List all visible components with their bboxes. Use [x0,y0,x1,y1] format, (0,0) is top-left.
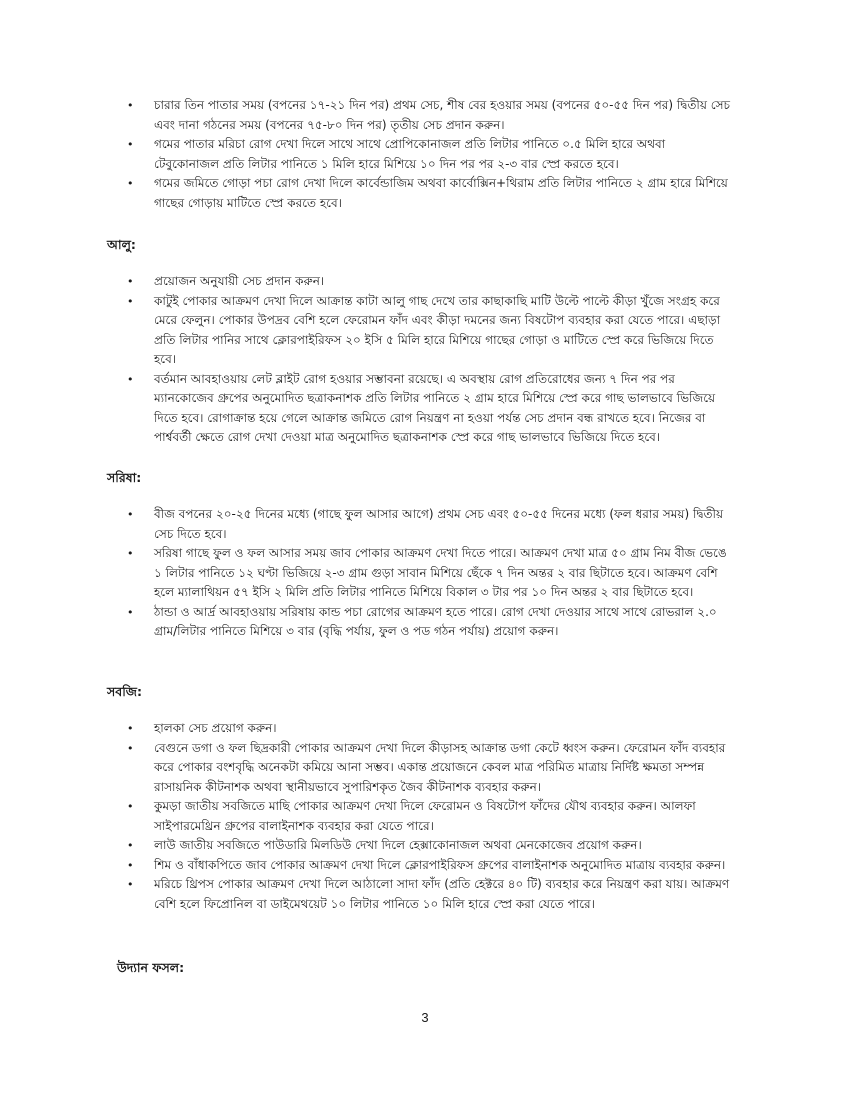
bullet-icon: • [127,138,134,151]
list-item-text: বেগুনে ডগা ও ফল ছিদ্রকারী পোকার আক্রমণ দেখা দিলে কীড়াসহ আক্রান্ত ডগা কেটে ধ্বংস করুন। ফেরোমন ফাঁদ ব্যবহার করে পোকার বংশবৃদ্ধি অনেকটা কমিয়ে আনা সম্ভব। একান্ত প্রয়োজনে কেবল মাত্র পরিমিত মাত্রায় নির্দিষ্ট ক্ষমতা সম্পন্ন রাসায়নিক কীটনাশক অথবা স্থানীয়ভাবে সুপারিশকৃত জৈব কীটনাশক ব্যবহার করুন। [154,740,726,794]
bullet-icon: • [127,878,134,891]
bullet-icon: • [127,800,134,813]
bullet-icon: • [127,275,134,288]
list-item-text: ঠান্ডা ও আর্দ্র আবহাওয়ায় সরিষায় কান্ড পচা রোগের আক্রমণ হতে পারে। রোগ দেখা দেওয়ার সাথে সাথে রোভরাল ২.০ গ্রাম/লিটার পানিতে মিশিয়ে ৩ বার (বৃদ্ধি পর্যায়, ফুল ও পড গঠন পর্যায়) প্রয়োগ করুন। [154,604,717,638]
horticulture-heading: উদ্যান ফসল: [117,960,185,975]
bullet-icon: • [127,741,134,755]
bullet-icon: • [127,858,134,872]
list-item [0,719,850,739]
list-item [0,603,850,642]
list-item-text: মরিচে থ্রিপস পোকার আক্রমণ দেখা দিলে আঠালো সাদা ফাঁদ (প্রতি হেক্টরে ৪০ টি) ব্যবহার করে নিয়ন্ত্রণ করা যায়। আক্রমণ বেশি হলে ফিপ্রোনিল বা ডাইমেথয়েট ১০ লিটার পানিতে ১০ মিলি হারে স্প্রে করা যেতে পারে। [154,877,730,911]
potato-heading: আলু: [107,237,136,252]
list-item [0,797,850,836]
list-item-text: শিম ও বাঁধাকপিতে জাব পোকার আক্রমণ দেখা দিলে ক্লোরপাইরিফস গ্রুপের বালাইনাশক অনুমোদিত মাত্রায় ব্যবহার করুন। [154,857,726,872]
vegetables-heading: সবজি: [107,684,142,699]
list-item-text: কাটুই পোকার আক্রমণ দেখা দিলে আক্রান্ত কাটা আলু গাছ দেখে তার কাছাকাছি মাটি উল্টে পাল্টে কীড়া খুঁজে সংগ্রহ করে মেরে ফেলুন। পোকার উপদ্রব বেশি হলে ফেরোমন ফাঁদ এবং কীড়া দমনের জন্য বিষটোপ ব্যবহার করা যেতে পারে। এছাড়া প্রতি লিটার পানির সাথে ক্লোরপাইরিফস ২০ ইসি ৫ মিলি হারে মিশিয়ে গাছের গোড়া ও মাটিতে স্প্রে করে ভিজিয়ে দিতে হবে। [154,293,721,366]
list-item-text: প্রয়োজন অনুযায়ী সেচ প্রদান করুন। [154,274,325,288]
bullet-icon: • [127,508,134,521]
list-item-text: কুমড়া জাতীয় সবজিতে মাছি পোকার আক্রমণ দেখা দিলে ফেরোমন ও বিষটোপ ফাঁদের যৌথ ব্যবহার করুন। আলফা সাইপারমেথ্রিন গ্রুপের বালাইনাশক ব্যবহার করা যেতে পারে। [154,799,696,833]
list-item [0,875,850,914]
list-item-text: লাউ জাতীয় সবজিতে পাউডারি মিলডিউ দেখা দিলে হেক্সাকোনাজল অথবা মেনকোজেব প্রয়োগ করুন। [154,838,642,852]
list-item [0,544,850,603]
list-item [0,272,850,292]
bullet-icon: • [127,372,134,386]
list-item [0,96,850,135]
wheat-list [0,96,850,213]
list-item [0,370,850,448]
list-item-text: গমের জমিতে গোড়া পচা রোগ দেখা দিলে কার্বেন্ডাজিম অথবা কার্বোক্সিন+থিরাম প্রতি লিটার পানিতে ২ গ্রাম হারে মিশিয়ে গাছের গোড়ায় মাটিতে স্প্রে করতে হবে। [154,176,728,210]
mustard-heading: সরিষা: [107,470,142,485]
mustard-list [0,505,850,642]
bullet-icon: • [127,839,134,852]
bullet-icon: • [127,99,134,112]
bullet-icon: • [127,605,134,619]
bullet-icon: • [127,294,134,308]
vegetables-list [0,719,850,914]
list-item [0,836,850,856]
list-item [0,292,850,370]
bullet-icon: • [127,722,134,735]
list-item [0,135,850,174]
bullet-icon: • [127,177,134,190]
list-item-text: গমের পাতার মরিচা রোগ দেখা দিলে সাথে সাথে প্রোপিকোনাজল প্রতি লিটার পানিতে ০.৫ মিলি হারে অথবা টেবুকোনাজল প্রতি লিটার পানিতে ১ মিলি হারে মিশিয়ে ১০ দিন পর পর ২-৩ বার স্প্রে করতে হবে। [154,137,666,171]
potato-list [0,272,850,448]
list-item [0,505,850,544]
list-item [0,739,850,798]
page-number: 3 [421,1010,429,1025]
list-item-text: বীজ বপনের ২০-২৫ দিনের মধ্যে (গাছে ফুল আসার আগে) প্রথম সেচ এবং ৫০-৫৫ দিনের মধ্যে (ফল ধরার সময়) দ্বিতীয় সেচ দিতে হবে। [154,507,724,541]
list-item-text: সরিষা গাছে ফুল ও ফল আসার সময় জাব পোকার আক্রমণ দেখা দিতে পারে। আক্রমণ দেখা মাত্র ৫০ গ্রাম নিম বীজ ভেঙে ১ লিটার পানিতে ১২ ঘণ্টা ভিজিয়ে ২-৩ গ্রাম গুড়া সাবান মিশিয়ে ছেঁকে ৭ দিন অন্তর ২ বার ছিটাতে হবে। আক্রমণ বেশি হলে ম্যালাথিয়ন ৫৭ ইসি ২ মিলি প্রতি লিটার পানিতে মিশিয়ে বিকাল ৩ টার পর ১০ দিন অন্তর ২ বার ছিটাতে হবে। [154,546,727,599]
list-item-text: চারার তিন পাতার সময় (বপনের ১৭-২১ দিন পর) প্রথম সেচ, শীষ বের হওয়ার সময় (বপনের ৫০-৫৫ দিন পর) দ্বিতীয় সেচ এবং দানা গঠনের সময় (বপনের ৭৫-৮০ দিন পর) তৃতীয় সেচ প্রদান করুন। [154,98,730,132]
bullet-icon: • [127,547,134,560]
list-item-text: হালকা সেচ প্রয়োগ করুন। [154,721,277,735]
list-item [0,174,850,213]
list-item-text: বর্তমান আবহাওয়ায় লেট ব্লাইট রোগ হওয়ার সম্ভাবনা রয়েছে। এ অবস্থায় রোগ প্রতিরোধের জন্য ৭ দিন পর পর ম্যানকোজেব গ্রুপের অনুমোদিত ছত্রাকনাশক প্রতি লিটার পানিতে ২ গ্রাম হারে মিশিয়ে স্প্রে করে গাছ ভালভাবে ভিজিয়ে দিতে হবে। রোগাক্রান্ত হয়ে গেলে আক্রান্ত জমিতে রোগ নিয়ন্ত্রণ না হওয়া পর্যন্ত সেচ প্রদান বন্ধ রাখতে হবে। নিজের বা পার্শ্ববর্তী ক্ষেতে রোগ দেখা দেওয়া মাত্র অনুমোদিত ছত্রাকনাশক স্প্রে করে গাছ ভালভাবে ভিজিয়ে দিতে হবে। [154,371,716,444]
list-item [0,856,850,876]
